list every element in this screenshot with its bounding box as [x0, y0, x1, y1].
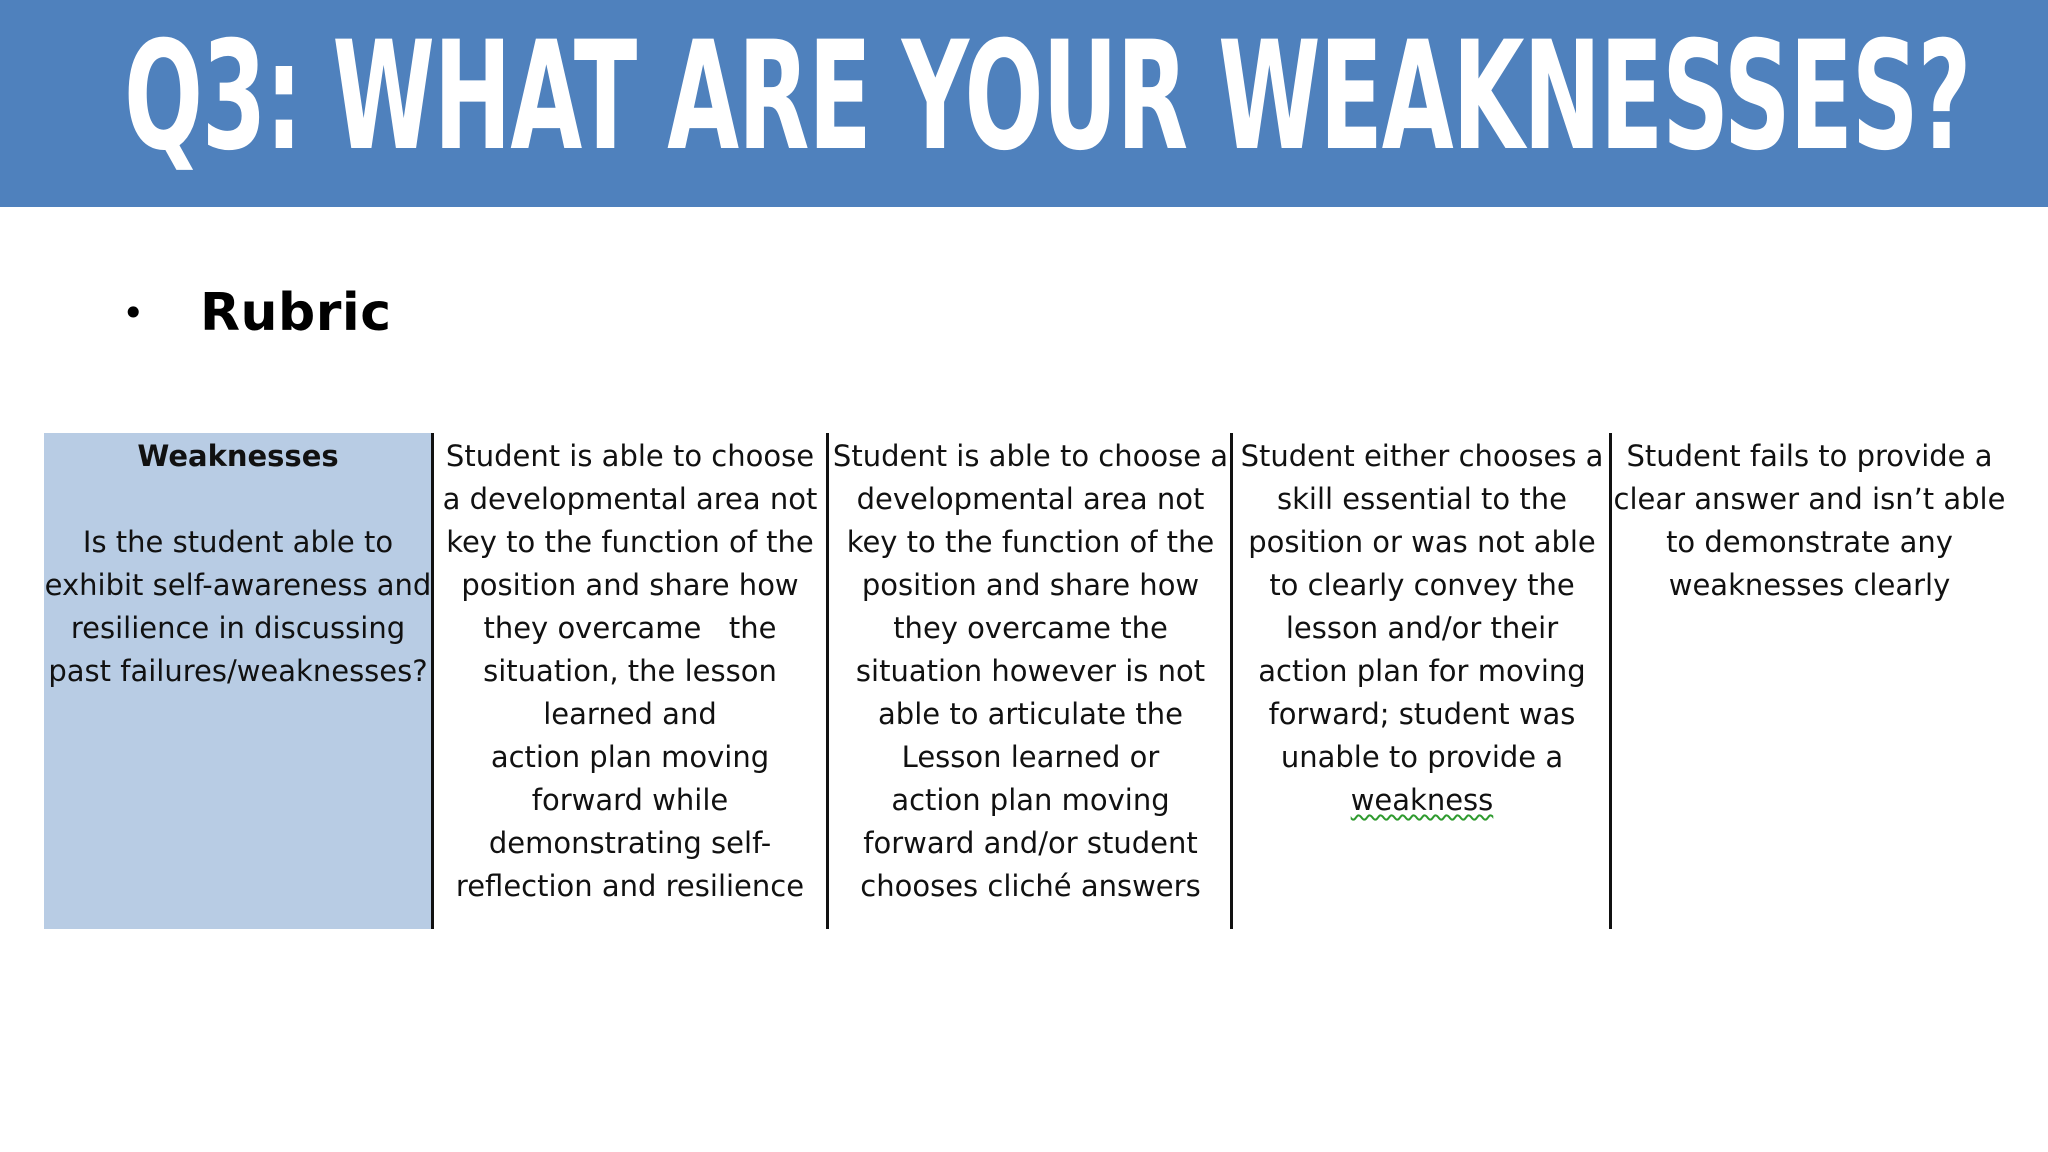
- bullet-item: [122, 278, 392, 348]
- criterion-cell: [44, 433, 432, 929]
- level-4-line: weaknesses clearly: [1668, 568, 1951, 602]
- level-4-line: to demonstrate any: [1666, 525, 1953, 559]
- level-2-line: able to articulate the: [878, 697, 1183, 731]
- level-2-line: action plan moving: [891, 783, 1170, 817]
- level-3-line: lesson and/or their: [1285, 611, 1559, 645]
- column-divider: [1230, 433, 1233, 929]
- level-1-line: forward while: [531, 783, 729, 817]
- level-1-line: a developmental area not: [442, 482, 818, 516]
- title-banner: [0, 0, 2048, 207]
- bullet-dot-icon: •: [122, 291, 145, 335]
- level-2-line: developmental area not: [856, 482, 1205, 516]
- level-4-cell: [1611, 433, 2008, 929]
- level-2-line: forward and/or student: [863, 826, 1198, 860]
- level-1-cell: [432, 433, 828, 929]
- level-2-line: position and share how: [861, 568, 1200, 602]
- level-1-line: action plan moving: [490, 740, 770, 774]
- rubric-table: [44, 433, 2008, 929]
- bullet-label: Rubric: [200, 283, 392, 343]
- level-2-line: key to the function of the: [846, 525, 1215, 559]
- level-3-line: Student either chooses a: [1240, 439, 1604, 473]
- level-3-line: weakness: [1350, 783, 1494, 817]
- level-3-line: position or was not able: [1248, 525, 1596, 559]
- column-divider: [1609, 433, 1612, 929]
- criterion-line: resilience in discussing: [70, 611, 406, 645]
- level-1-line: Student is able to choose: [445, 439, 815, 473]
- column-divider: [431, 433, 434, 929]
- criterion-line: past failures/weaknesses?: [48, 654, 428, 688]
- level-4-line: Student fails to provide a: [1626, 439, 1993, 473]
- level-1-line: reflection and resilience: [455, 869, 805, 903]
- level-1-line: they overcame the: [483, 611, 777, 645]
- level-3-line: unable to provide a: [1280, 740, 1564, 774]
- level-1-line: situation, the lesson: [483, 654, 777, 688]
- slide-title: Q3: WHAT ARE YOUR WEAKNESSES?: [124, 10, 1971, 184]
- level-3-cell: [1233, 433, 1611, 929]
- level-2-line: they overcame the: [893, 611, 1168, 645]
- level-3-line: action plan for moving: [1258, 654, 1586, 688]
- level-2-line: chooses cliché answers: [860, 869, 1201, 903]
- criterion-line: Is the student able to: [82, 525, 394, 559]
- column-divider: [826, 433, 829, 929]
- level-1-line: key to the function of the: [446, 525, 814, 559]
- level-2-line: situation however is not: [855, 654, 1206, 688]
- level-1-line: demonstrating self-: [488, 826, 772, 860]
- level-3-line: forward; student was: [1268, 697, 1576, 731]
- level-1-line: learned and: [543, 697, 717, 731]
- criterion-spacer: [44, 478, 432, 521]
- criterion-line: exhibit self-awareness and: [44, 568, 432, 602]
- level-2-line: Lesson learned or: [901, 740, 1160, 774]
- level-1-line: position and share how: [461, 568, 799, 602]
- level-2-cell: [828, 433, 1233, 929]
- level-3-line: to clearly convey the: [1269, 568, 1575, 602]
- criterion-heading: Weaknesses: [137, 439, 339, 473]
- level-3-line: skill essential to the: [1277, 482, 1567, 516]
- level-4-line: clear answer and isn’t able: [1613, 482, 2006, 516]
- level-2-line: Student is able to choose a: [832, 439, 1229, 473]
